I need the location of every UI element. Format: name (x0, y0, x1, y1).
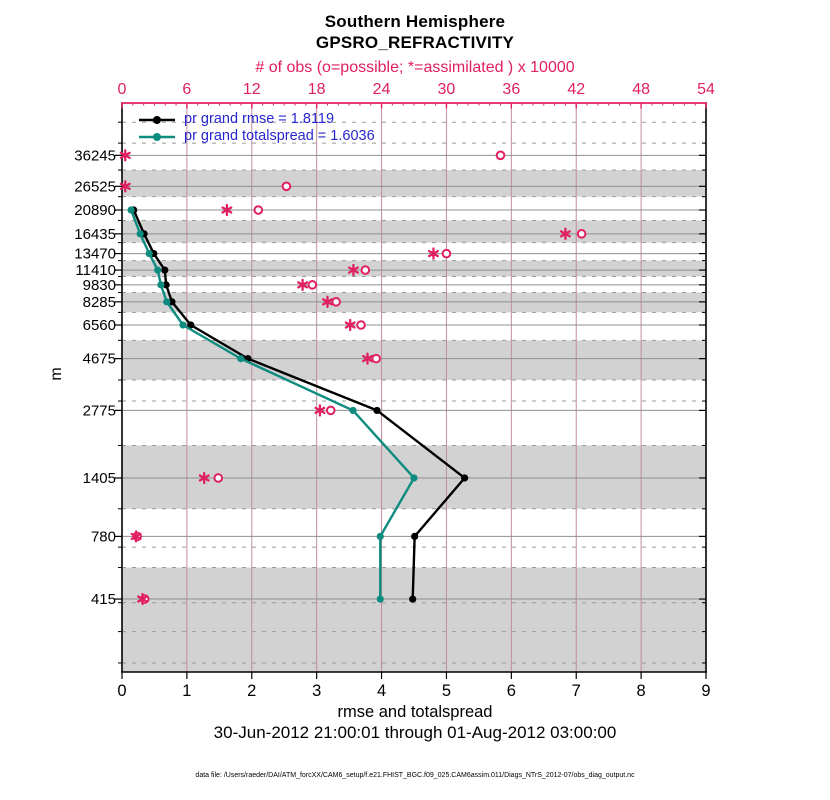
totalspread-marker (349, 407, 356, 414)
shaded-band (122, 170, 706, 197)
possible-marker (497, 152, 505, 160)
totalspread-marker (127, 206, 134, 213)
totalspread-marker (410, 474, 417, 481)
y-axis-label: m (48, 367, 65, 381)
possible-marker (327, 407, 335, 415)
obs-tick-label: 6 (182, 81, 192, 98)
top-axis-label: # of obs (o=possible; *=assimilated ) x 10000 (255, 59, 575, 76)
possible-marker (578, 230, 586, 238)
obs-tick-label: 12 (242, 81, 261, 98)
x-tick-label: 3 (312, 682, 322, 700)
y-tick-label: 16435 (74, 225, 116, 243)
totalspread-line-sample (136, 130, 178, 144)
possible-marker (309, 281, 317, 289)
shaded-band (122, 340, 706, 380)
possible-marker (332, 298, 340, 306)
legend (136, 111, 375, 145)
rmse-line-sample (136, 113, 178, 127)
date-range: 30-Jun-2012 21:00:01 through 01-Aug-2012 03:00:00 (213, 723, 617, 742)
obs-tick-label: 54 (697, 81, 715, 98)
x-tick-label: 2 (247, 682, 257, 700)
data-file-path: data file: /Users/raeder/DAI/ATM_forcXX/CAM6_setup/f.e21.FHIST_BGC.f09_025.CAM6assim.011/Diags_NTrS_2012-07/obs_diag_output.nc (195, 772, 635, 779)
y-tick-label: 415 (90, 591, 116, 609)
y-tick-label: 4675 (82, 350, 116, 368)
shaded-band (122, 220, 706, 242)
rmse-marker (373, 407, 380, 414)
legend-item-totalspread (136, 128, 375, 145)
y-tick-label: 20890 (74, 202, 116, 220)
y-tick-label: 11410 (75, 262, 116, 280)
x-tick-label: 8 (636, 682, 646, 700)
chart-subtitle: GPSRO_REFRACTIVITY (315, 33, 515, 52)
x-tick-label: 7 (571, 682, 581, 700)
shaded-band (122, 293, 706, 313)
chart-title: Southern Hemisphere (324, 12, 506, 31)
obs-tick-label: 36 (502, 81, 521, 98)
x-tick-label: 6 (506, 682, 516, 700)
y-tick-label: 8285 (82, 293, 116, 311)
y-tick-label: 9830 (82, 276, 116, 294)
totalspread-marker (377, 533, 384, 540)
totalspread-marker (146, 250, 153, 257)
rmse-marker (461, 474, 468, 481)
y-tick-label: 13470 (74, 245, 116, 263)
totalspread-marker (157, 281, 164, 288)
y-tick-label: 1405 (82, 469, 116, 487)
possible-marker (443, 250, 451, 258)
obs-tick-label: 30 (437, 81, 456, 98)
y-tick-label: 2775 (82, 402, 116, 420)
possible-marker (254, 206, 262, 214)
x-tick-label: 0 (117, 682, 127, 700)
x-tick-label: 9 (701, 682, 711, 700)
x-tick-label: 1 (182, 682, 192, 700)
totalspread-marker (237, 355, 244, 362)
possible-marker (214, 474, 222, 482)
totalspread-marker (377, 595, 384, 602)
possible-marker (283, 183, 291, 191)
obs-tick-label: 48 (632, 81, 651, 98)
bottom-axis-label: rmse and totalspread (337, 703, 493, 721)
possible-marker (372, 355, 380, 363)
legend-label-totalspread: pr grand totalspread = 1.6036 (184, 128, 375, 144)
shaded-band (122, 261, 706, 277)
rmse-marker (411, 533, 418, 540)
y-tick-label: 26525 (74, 178, 116, 196)
obs-tick-label: 42 (567, 81, 586, 98)
obs-tick-label: 0 (117, 81, 127, 98)
possible-marker (362, 266, 370, 274)
obs-tick-label: 24 (372, 81, 391, 98)
y-tick-label: 6560 (82, 317, 116, 335)
totalspread-marker (163, 298, 170, 305)
legend-item-rmse (136, 111, 375, 128)
x-tick-label: 5 (441, 682, 452, 700)
possible-marker (357, 321, 365, 329)
x-tick-label: 4 (376, 682, 387, 700)
legend-label-rmse: pr grand rmse = 1.8119 (184, 111, 335, 127)
rmse-marker (409, 595, 416, 602)
rmse-marker (161, 266, 168, 273)
totalspread-marker (137, 230, 144, 237)
y-tick-label: 780 (90, 528, 116, 546)
y-tick-label: 36245 (74, 147, 116, 165)
totalspread-marker (179, 321, 186, 328)
totalspread-marker (154, 266, 161, 273)
obs-tick-label: 18 (307, 81, 326, 98)
